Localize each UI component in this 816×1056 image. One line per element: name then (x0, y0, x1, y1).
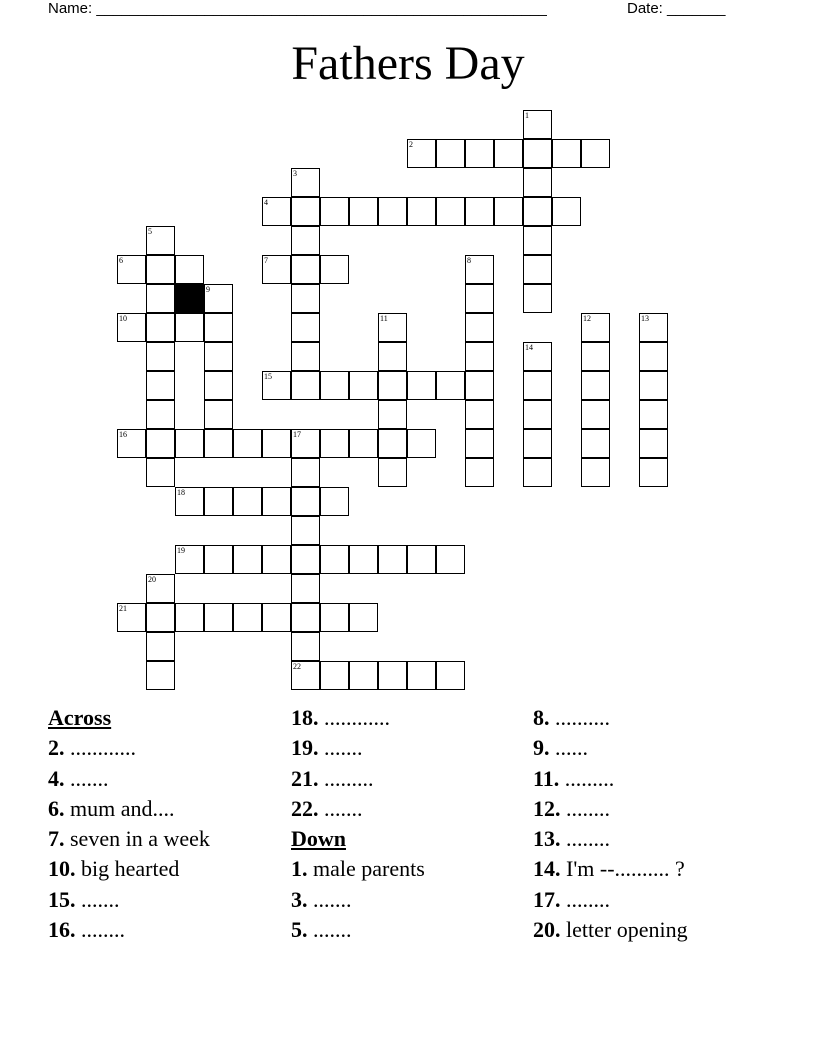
grid-cell[interactable] (291, 168, 320, 197)
grid-cell[interactable] (523, 458, 552, 487)
grid-cell[interactable] (204, 429, 233, 458)
clue-number: 10 (119, 314, 127, 323)
grid-cell[interactable] (146, 429, 175, 458)
clues-column-1 (48, 703, 210, 945)
black-cell (175, 284, 204, 313)
grid-cell[interactable] (262, 487, 291, 516)
grid-cell[interactable] (146, 342, 175, 371)
grid-cell[interactable] (320, 545, 349, 574)
grid-cell[interactable] (639, 429, 668, 458)
clue-number: 19 (177, 546, 185, 555)
grid-cell[interactable] (407, 197, 436, 226)
grid-cell[interactable] (117, 429, 146, 458)
clue-number: 2 (409, 140, 413, 149)
grid-cell[interactable] (639, 313, 668, 342)
grid-cell[interactable] (581, 400, 610, 429)
clue-number: 11 (380, 314, 388, 323)
grid-cell[interactable] (378, 545, 407, 574)
grid-cell[interactable] (262, 545, 291, 574)
grid-cell[interactable] (465, 371, 494, 400)
grid-cell[interactable] (291, 632, 320, 661)
clue-number: 21 (119, 604, 127, 613)
grid-cell[interactable] (407, 139, 436, 168)
grid-cell[interactable] (523, 255, 552, 284)
clue-across-2: 2. ............ (48, 735, 136, 761)
clue-down-17: 17. ........ (533, 886, 610, 912)
clue-down-13: 13. ........ (533, 826, 610, 852)
grid-cell[interactable] (436, 197, 465, 226)
grid-cell[interactable] (523, 197, 552, 226)
grid-cell[interactable] (465, 197, 494, 226)
grid-cell[interactable] (523, 168, 552, 197)
clue-number: 5 (148, 227, 152, 236)
clues-column-2 (291, 703, 425, 945)
grid-cell[interactable] (146, 255, 175, 284)
grid-cell[interactable] (465, 429, 494, 458)
grid-cell[interactable] (378, 429, 407, 458)
grid-cell[interactable] (117, 603, 146, 632)
grid-cell[interactable] (523, 226, 552, 255)
grid-cell[interactable] (291, 516, 320, 545)
clue-number: 12 (583, 314, 591, 323)
grid-cell[interactable] (465, 400, 494, 429)
grid-cell[interactable] (436, 661, 465, 690)
grid-cell[interactable] (291, 458, 320, 487)
clue-number: 20 (148, 575, 156, 584)
clue-number: 16 (119, 430, 127, 439)
grid-cell[interactable] (581, 139, 610, 168)
grid-cell[interactable] (146, 313, 175, 342)
clue-across-21: 21. ......... (291, 765, 374, 791)
clue-across-7: 7. seven in a week (48, 826, 210, 852)
grid-cell[interactable] (146, 400, 175, 429)
grid-cell[interactable] (291, 429, 320, 458)
grid-cell[interactable] (349, 429, 378, 458)
clue-number: 17 (293, 430, 301, 439)
date-field-label: Date: _______ (627, 0, 726, 17)
grid-cell[interactable] (378, 197, 407, 226)
grid-cell[interactable] (349, 197, 378, 226)
grid-cell[interactable] (494, 139, 523, 168)
grid-cell[interactable] (117, 313, 146, 342)
grid-cell[interactable] (349, 545, 378, 574)
grid-cell[interactable] (320, 661, 349, 690)
grid-cell[interactable] (378, 313, 407, 342)
grid-cell[interactable] (175, 487, 204, 516)
grid-cell[interactable] (291, 661, 320, 690)
grid-cell[interactable] (146, 458, 175, 487)
grid-cell[interactable] (552, 197, 581, 226)
clue-down-20: 20. letter opening (533, 917, 688, 943)
grid-cell[interactable] (262, 255, 291, 284)
grid-cell[interactable] (436, 545, 465, 574)
grid-cell[interactable] (523, 400, 552, 429)
grid-cell[interactable] (204, 284, 233, 313)
clue-down-14: 14. I'm --.......... ? (533, 856, 685, 882)
page-title: Fathers Day (291, 37, 525, 90)
grid-cell[interactable] (204, 342, 233, 371)
across-heading: Across (48, 705, 112, 730)
grid-cell[interactable] (175, 603, 204, 632)
grid-cell[interactable] (378, 661, 407, 690)
clue-down-11: 11. ......... (533, 765, 615, 791)
grid-cell[interactable] (262, 429, 291, 458)
clue-across-18: 18. ............ (291, 705, 390, 730)
grid-cell[interactable] (407, 661, 436, 690)
grid-cell[interactable] (233, 545, 262, 574)
grid-cell[interactable] (204, 487, 233, 516)
grid-cell[interactable] (378, 342, 407, 371)
grid-cell[interactable] (320, 429, 349, 458)
grid-cell[interactable] (465, 342, 494, 371)
grid-cell[interactable] (320, 371, 349, 400)
clue-number: 7 (264, 256, 268, 265)
clue-across-4: 4. ....... (48, 765, 109, 791)
grid-cell[interactable] (233, 429, 262, 458)
grid-cell[interactable] (349, 371, 378, 400)
grid-cell[interactable] (204, 371, 233, 400)
grid-cell[interactable] (233, 603, 262, 632)
grid-cell[interactable] (291, 255, 320, 284)
grid-cell[interactable] (320, 487, 349, 516)
clue-number: 15 (264, 372, 272, 381)
grid-cell[interactable] (146, 226, 175, 255)
grid-cell[interactable] (291, 284, 320, 313)
grid-cell[interactable] (291, 603, 320, 632)
grid-cell[interactable] (320, 197, 349, 226)
grid-cell[interactable] (465, 313, 494, 342)
grid-cell[interactable] (639, 458, 668, 487)
grid-cell[interactable] (117, 255, 146, 284)
grid-cell[interactable] (146, 371, 175, 400)
grid-cell[interactable] (175, 545, 204, 574)
grid-cell[interactable] (436, 139, 465, 168)
grid-cell[interactable] (320, 603, 349, 632)
grid-cell[interactable] (581, 371, 610, 400)
grid-cell[interactable] (523, 139, 552, 168)
grid-cell[interactable] (523, 110, 552, 139)
grid-cell[interactable] (523, 284, 552, 313)
down-heading: Down (291, 826, 347, 852)
clue-across-15: 15. ....... (48, 886, 120, 912)
grid-cell[interactable] (523, 371, 552, 400)
grid-cell[interactable] (291, 197, 320, 226)
grid-cell[interactable] (175, 255, 204, 284)
grid-cell[interactable] (291, 574, 320, 603)
grid-cell[interactable] (581, 429, 610, 458)
grid-cell[interactable] (204, 603, 233, 632)
clue-down-12: 12. ........ (533, 795, 610, 821)
grid-cell[interactable] (262, 371, 291, 400)
grid-cell[interactable] (204, 400, 233, 429)
grid-cell[interactable] (204, 545, 233, 574)
grid-cell[interactable] (175, 429, 204, 458)
grid-cell[interactable] (146, 603, 175, 632)
clue-down-1: 1. male parents (291, 856, 425, 882)
clues-column-3 (533, 703, 688, 945)
grid-cell[interactable] (465, 284, 494, 313)
clue-across-22: 22. ....... (291, 795, 363, 821)
grid-cell[interactable] (407, 429, 436, 458)
name-field-label: Name: ______________________________________________________ (48, 0, 547, 17)
grid-cell[interactable] (349, 603, 378, 632)
grid-cell[interactable] (320, 255, 349, 284)
clue-down-3: 3. ....... (291, 886, 352, 912)
clue-across-10: 10. big hearted (48, 856, 180, 882)
clue-down-9: 9. ...... (533, 735, 588, 761)
clue-number: 1 (525, 111, 529, 120)
grid-cell[interactable] (523, 429, 552, 458)
grid-cell[interactable] (581, 342, 610, 371)
grid-cell[interactable] (465, 139, 494, 168)
grid-cell[interactable] (291, 342, 320, 371)
grid-cell[interactable] (378, 371, 407, 400)
clue-number: 14 (525, 343, 533, 352)
grid-cell[interactable] (146, 284, 175, 313)
grid-cell[interactable] (349, 661, 378, 690)
clue-number: 18 (177, 488, 185, 497)
clue-across-16: 16. ........ (48, 917, 125, 943)
clue-down-5: 5. ....... (291, 917, 352, 943)
grid-cell[interactable] (407, 371, 436, 400)
grid-cell[interactable] (552, 139, 581, 168)
grid-cell[interactable] (262, 603, 291, 632)
grid-cell[interactable] (407, 545, 436, 574)
grid-cell[interactable] (436, 371, 465, 400)
grid-cell[interactable] (639, 400, 668, 429)
clue-number: 3 (293, 169, 297, 178)
grid-cell[interactable] (465, 458, 494, 487)
clue-down-8: 8. .......... (533, 705, 610, 730)
grid-cell[interactable] (523, 342, 552, 371)
grid-cell[interactable] (639, 371, 668, 400)
grid-cell[interactable] (581, 458, 610, 487)
grid-cell[interactable] (291, 371, 320, 400)
clue-number: 8 (467, 256, 471, 265)
grid-cell[interactable] (291, 226, 320, 255)
grid-cell[interactable] (494, 197, 523, 226)
clue-across-6: 6. mum and.... (48, 795, 175, 821)
clue-number: 13 (641, 314, 649, 323)
grid-cell[interactable] (262, 197, 291, 226)
grid-cell[interactable] (465, 255, 494, 284)
grid-cell[interactable] (175, 313, 204, 342)
clue-number: 6 (119, 256, 123, 265)
grid-cell[interactable] (291, 545, 320, 574)
grid-cell[interactable] (291, 487, 320, 516)
grid-cell[interactable] (378, 400, 407, 429)
grid-cell[interactable] (146, 661, 175, 690)
clue-number: 22 (293, 662, 301, 671)
grid-cell[interactable] (233, 487, 262, 516)
grid-cell[interactable] (639, 342, 668, 371)
clue-number: 4 (264, 198, 268, 207)
grid-cell[interactable] (146, 574, 175, 603)
grid-cell[interactable] (581, 313, 610, 342)
grid-cell[interactable] (146, 632, 175, 661)
grid-cell[interactable] (378, 458, 407, 487)
grid-cell[interactable] (291, 313, 320, 342)
clue-number: 9 (206, 285, 210, 294)
grid-cell[interactable] (204, 313, 233, 342)
clue-across-19: 19. ....... (291, 735, 363, 761)
